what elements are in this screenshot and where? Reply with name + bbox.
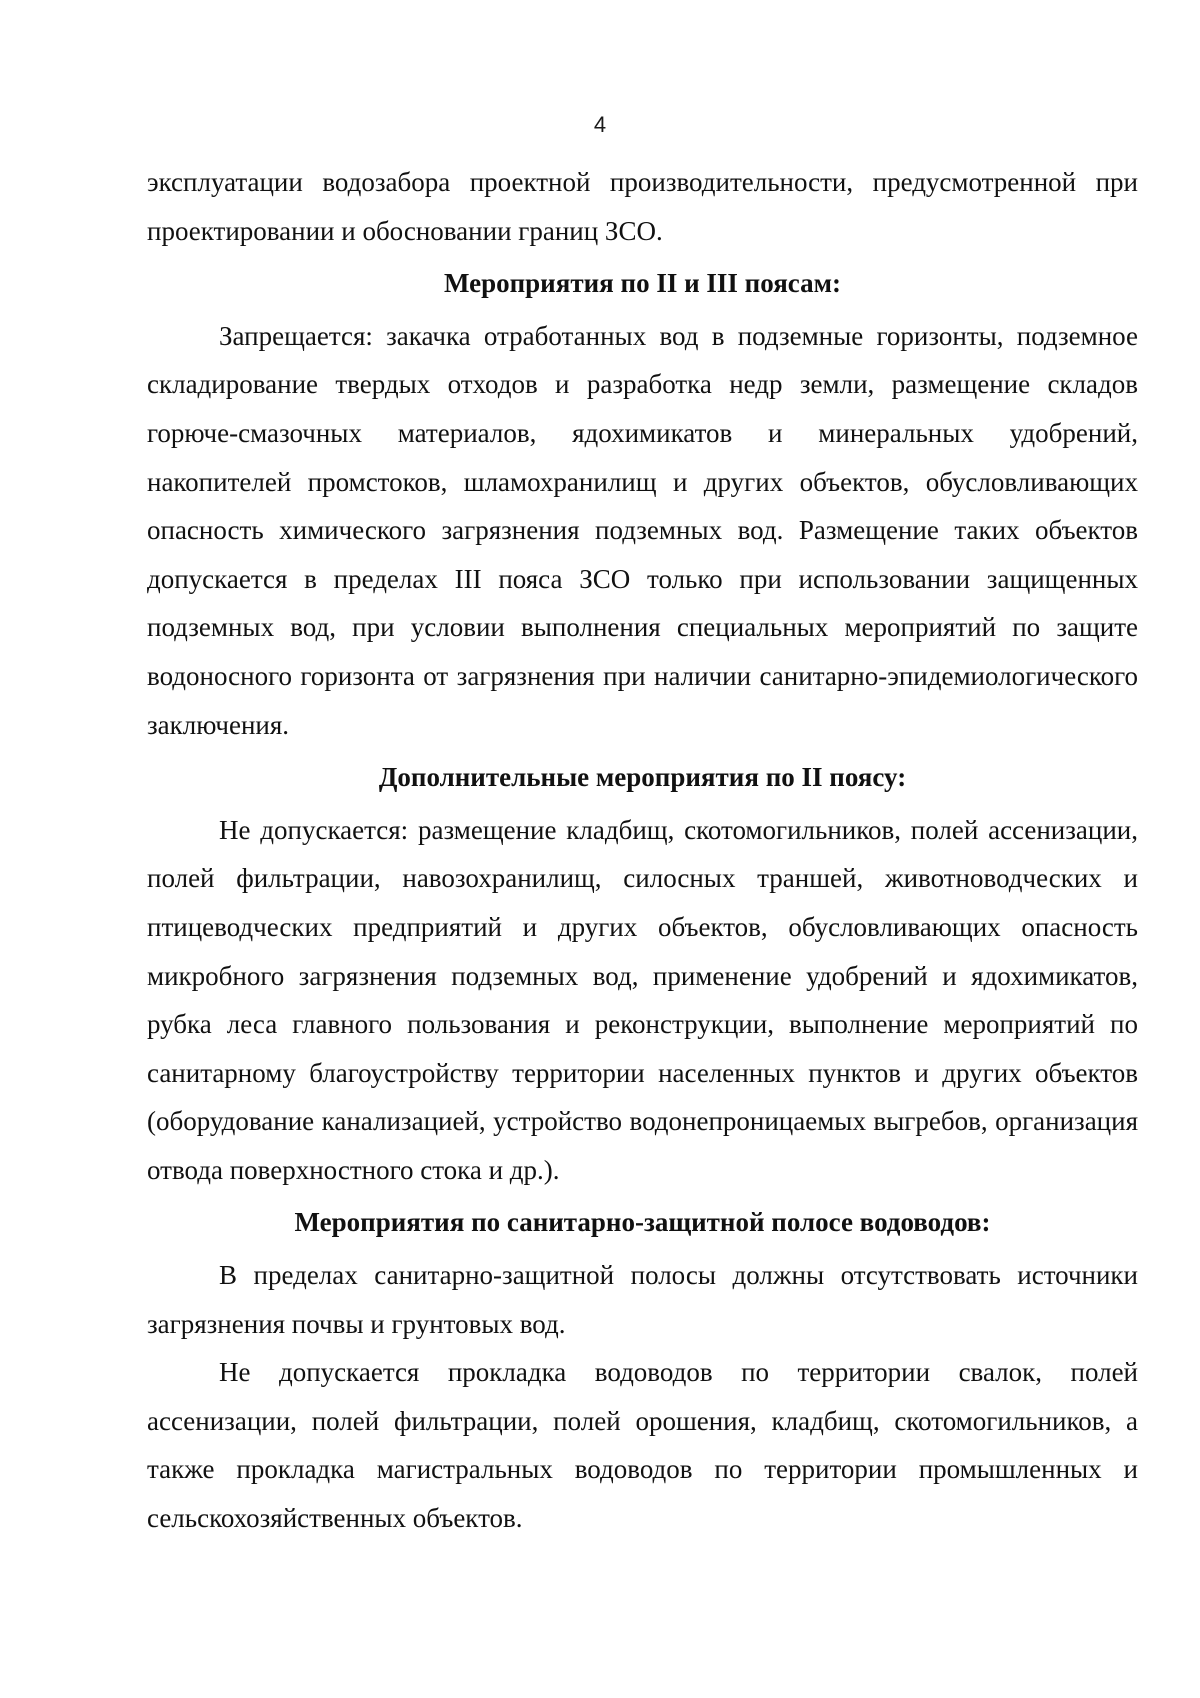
- paragraph-continuation: эксплуатации водозабора проектной производительности, предусмотренной при проектировании и обосновании границ ЗСО.: [147, 167, 1138, 246]
- page-number: 4: [593, 112, 607, 137]
- paragraph-pipeline-strip: В пределах санитарно-защитной полосы должны отсутствовать источники загрязнения почвы и грунтовых вод.: [147, 1260, 1138, 1339]
- section-heading-zone-2-additional: Дополнительные мероприятия по II поясу:: [378, 762, 907, 793]
- paragraph-pipeline-routing: Не допускается прокладка водоводов по территории свалок, полей ассенизации, полей фильтрации, полей орошения, кладбищ, скотомогильников, а также прокладка магистральных водоводов по территории промышленных и сельскохозяйственных объектов.: [147, 1357, 1138, 1534]
- paragraph-prohibitions-zone-2: Не допускается: размещение кладбищ, скотомогильников, полей ассенизации, полей фильтрации, навозохранилищ, силосных траншей, животноводческих и птицеводческих предприятий и других объектов, обусловливающих опасность микробного загрязнения подземных вод, применение удобрений и ядохимикатов, рубка леса главного пользования и реконструкции, выполнение мероприятий по санитарному благоустройству территории населенных пунктов и других объектов (оборудование канализацией, устройство водонепроницаемых выгребов, организация отвода поверхностного стока и др.).: [147, 814, 1138, 1185]
- section-heading-water-pipeline-strip: Мероприятия по санитарно-защитной полосе водоводов:: [294, 1207, 991, 1238]
- document-body: [147, 158, 1138, 1543]
- paragraph-prohibitions-zones-2-3: Запрещается: закачка отработанных вод в подземные горизонты, подземное складирование твердых отходов и разработка недр земли, размещение складов горюче-смазочных материалов, ядохимикатов и минеральных удобрений, накопителей промстоков, шламохранилищ и других объектов, обусловливающих опасность химического загрязнения подземных вод. Размещение таких объектов допускается в пределах III пояса ЗСО только при использовании защищенных подземных вод, при условии выполнения специальных мероприятий по защите водоносного горизонта от загрязнения при наличии санитарно-эпидемиологического заключения.: [147, 320, 1138, 740]
- section-heading-zones-2-3: Мероприятия по II и III поясам:: [443, 268, 842, 299]
